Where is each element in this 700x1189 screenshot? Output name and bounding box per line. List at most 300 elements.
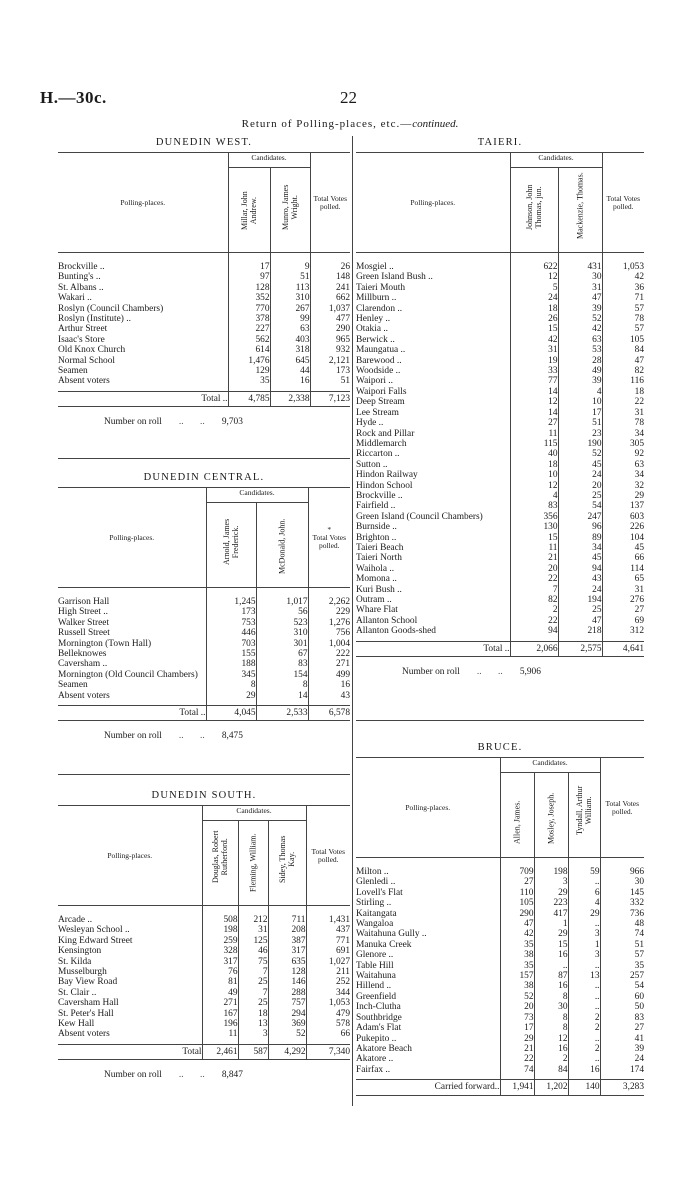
- polling-place-name: Manuka Creek: [356, 939, 412, 950]
- candidate-name-line: Mackenzie, Thomas.: [575, 172, 585, 239]
- vote-count-cell: 17: [558, 408, 602, 418]
- total-votes-cell: 71: [602, 293, 644, 303]
- total-votes-header: Total Votes polled.: [306, 806, 350, 906]
- candidate-name: [256, 503, 308, 588]
- total-mark: *: [327, 524, 332, 534]
- table-row: [58, 946, 350, 956]
- polling-place-name: Riccarton ..: [356, 449, 400, 460]
- vote-count-cell: 49: [558, 366, 602, 376]
- candidate-name-line: William.: [584, 796, 593, 825]
- polling-place-name: Seamen: [58, 366, 88, 377]
- table-row: [356, 981, 644, 991]
- polling-place-name: Caversham Hall: [58, 998, 119, 1009]
- vote-count-cell: 15: [510, 533, 558, 543]
- taieri-table: [356, 152, 644, 657]
- polling-places-header: Polling-places.: [58, 153, 228, 253]
- vote-count-cell: 52: [268, 1029, 306, 1044]
- vote-count-cell: 17: [500, 1023, 534, 1033]
- vote-count-cell: 5: [510, 283, 558, 293]
- roll-label: Number on roll: [402, 667, 460, 678]
- vote-count-cell: 317: [202, 957, 238, 967]
- polling-place-name: Milton ..: [356, 867, 389, 877]
- table-row: [58, 293, 350, 303]
- vote-count-cell: 7: [238, 988, 268, 998]
- table-row: [58, 670, 350, 680]
- total-votes-cell: 57: [600, 950, 644, 960]
- total-value-cell: 587: [238, 1044, 268, 1059]
- polling-place-name: Burnside ..: [356, 522, 397, 533]
- vote-count-cell: 301: [256, 639, 308, 649]
- vote-count-cell: 290: [500, 909, 534, 919]
- total-votes-cell: 26: [310, 253, 350, 273]
- total-votes-header: Total Votes polled.: [600, 758, 644, 858]
- vote-count-cell: 74: [500, 1065, 534, 1080]
- total-votes-cell: 31: [602, 585, 644, 595]
- vote-count-cell: 4: [568, 898, 600, 908]
- polling-place-name: Clarendon ..: [356, 303, 403, 314]
- polling-place-name: Middlemarch: [356, 438, 407, 449]
- dunedin-west-section: [58, 137, 350, 427]
- total-votes-cell: 105: [602, 335, 644, 345]
- vote-count-cell: 63: [270, 324, 310, 334]
- vote-count-cell: 47: [500, 919, 534, 929]
- polling-place-name: Greenfield: [356, 991, 397, 1002]
- total-votes-cell: 78: [602, 314, 644, 324]
- table-row: [356, 605, 644, 615]
- vote-count-cell: ..: [568, 1034, 600, 1044]
- vote-count-cell: 310: [256, 628, 308, 638]
- total-votes-cell: 63: [602, 460, 644, 470]
- table-row: [356, 564, 644, 574]
- total-label: Total ..: [58, 391, 228, 406]
- table-row: [58, 925, 350, 935]
- table-row: [58, 977, 350, 987]
- vote-count-cell: 34: [558, 543, 602, 553]
- vote-count-cell: 1,476: [228, 356, 270, 366]
- candidate-name-text: [278, 519, 287, 574]
- table-row: [356, 272, 644, 282]
- table-row: [58, 936, 350, 946]
- vote-count-cell: 53: [558, 345, 602, 355]
- vote-count-cell: 97: [228, 272, 270, 282]
- vote-count-cell: 155: [206, 649, 256, 659]
- roll-label: Number on roll: [104, 1070, 162, 1081]
- vote-count-cell: 318: [270, 345, 310, 355]
- table-row: [356, 376, 644, 386]
- vote-count-cell: 125: [238, 936, 268, 946]
- table-row: [356, 501, 644, 511]
- vote-count-cell: 196: [202, 1019, 238, 1029]
- total-votes-cell: 48: [600, 919, 644, 929]
- vote-count-cell: 27: [510, 418, 558, 428]
- total-votes-cell: 34: [602, 470, 644, 480]
- total-label: Carried forward..: [356, 1080, 500, 1095]
- number-on-roll: Number on roll .. .. 8,847: [104, 1070, 243, 1081]
- polling-place-name: Hindon Railway: [356, 470, 418, 481]
- total-value-cell: 4,641: [602, 641, 644, 656]
- total-votes-cell: 2,121: [310, 356, 350, 366]
- vote-count-cell: 288: [268, 988, 306, 998]
- total-votes-cell: 229: [308, 607, 350, 617]
- table-row: [356, 961, 644, 971]
- vote-count-cell: ..: [568, 1002, 600, 1012]
- polling-place-name: Outram ..: [356, 595, 392, 605]
- section-rule: [356, 720, 644, 721]
- candidates-header: Candidates.: [202, 806, 306, 821]
- polling-place-name: High Street ..: [58, 607, 108, 618]
- total-votes-cell: 2,262: [308, 588, 350, 608]
- total-votes-cell: 84: [602, 345, 644, 355]
- total-votes-cell: 1,276: [308, 618, 350, 628]
- vote-count-cell: 94: [510, 626, 558, 641]
- total-votes-cell: 104: [602, 533, 644, 543]
- total-votes-cell: 27: [600, 1023, 644, 1033]
- vote-count-cell: 614: [228, 345, 270, 355]
- vote-count-cell: 157: [500, 971, 534, 981]
- total-votes-cell: 477: [310, 314, 350, 324]
- total-votes-cell: 69: [602, 616, 644, 626]
- vote-count-cell: 753: [206, 618, 256, 628]
- page-title-main: Return of Polling-places, etc.—: [241, 118, 413, 130]
- polling-places-header: Polling-places.: [58, 806, 202, 906]
- polling-place-name: Deep Stream: [356, 397, 405, 408]
- table-row: [356, 626, 644, 641]
- vote-count-cell: 3: [568, 950, 600, 960]
- total-votes-cell: 479: [306, 1009, 350, 1019]
- total-votes-cell: 24: [600, 1054, 644, 1064]
- candidates-header: Candidates.: [228, 153, 310, 168]
- roll-value: 9,703: [221, 417, 243, 428]
- polling-place-name: Bay View Road: [58, 977, 118, 988]
- vote-count-cell: 81: [202, 977, 238, 987]
- table-row: [58, 376, 350, 391]
- vote-count-cell: 51: [270, 272, 310, 282]
- vote-count-cell: 18: [510, 304, 558, 314]
- vote-count-cell: 56: [256, 607, 308, 617]
- total-votes-cell: 57: [602, 304, 644, 314]
- page-title: [0, 118, 700, 130]
- vote-count-cell: 378: [228, 314, 270, 324]
- total-votes-cell: 32: [602, 481, 644, 491]
- candidate-name-line: Rutherford.: [220, 838, 229, 876]
- vote-count-cell: 345: [206, 670, 256, 680]
- vote-count-cell: ..: [568, 981, 600, 991]
- vote-count-cell: 12: [510, 481, 558, 491]
- vote-count-cell: 1,017: [256, 588, 308, 608]
- candidate-name: [202, 821, 238, 906]
- polling-place-name: Barewood ..: [356, 355, 402, 366]
- roll-value: 5,906: [519, 667, 541, 678]
- section-title: BRUCE.: [477, 742, 523, 753]
- table-row: [58, 272, 350, 282]
- polling-place-name: Berwick ..: [356, 334, 395, 345]
- total-votes-cell: 65: [602, 574, 644, 584]
- total-votes-cell: 18: [602, 387, 644, 397]
- vote-count-cell: 73: [500, 1013, 534, 1023]
- vote-count-cell: 508: [202, 906, 238, 926]
- polling-place-name: Rock and Pillar: [356, 428, 415, 439]
- vote-count-cell: 12: [510, 397, 558, 407]
- total-votes-cell: 691: [306, 946, 350, 956]
- vote-count-cell: 33: [510, 366, 558, 376]
- polling-place-name: Absent voters: [58, 376, 110, 387]
- table-row: [356, 1013, 644, 1023]
- vote-count-cell: 8: [534, 1023, 568, 1033]
- total-votes-cell: 36: [602, 283, 644, 293]
- table-row: [58, 618, 350, 628]
- total-value-cell: 140: [568, 1080, 600, 1095]
- table-row: [356, 992, 644, 1002]
- polling-place-name: Roslyn (Institute) ..: [58, 314, 131, 325]
- vote-count-cell: 31: [510, 345, 558, 355]
- table-row: [58, 957, 350, 967]
- polling-place-name: Garrison Hall: [58, 597, 110, 607]
- table-row: [356, 585, 644, 595]
- polling-place-name: Seamen: [58, 680, 88, 691]
- vote-count-cell: 2: [568, 1023, 600, 1033]
- total-votes-cell: 66: [306, 1029, 350, 1044]
- polling-place-name: St. Kilda: [58, 956, 92, 967]
- vote-count-cell: 76: [202, 967, 238, 977]
- table-row: [356, 909, 644, 919]
- polling-place-name: Old Knox Church: [58, 345, 126, 356]
- vote-count-cell: 194: [558, 595, 602, 605]
- total-votes-cell: 145: [600, 888, 644, 898]
- table-row: [356, 283, 644, 293]
- total-value-cell: 1,202: [534, 1080, 568, 1095]
- vote-count-cell: 130: [510, 522, 558, 532]
- vote-count-cell: 28: [558, 356, 602, 366]
- candidate-name-text: [222, 519, 240, 565]
- vote-count-cell: 2: [534, 1054, 568, 1064]
- polling-place-name: Absent voters: [58, 1029, 110, 1040]
- number-on-roll: Number on roll .. .. 8,475: [104, 731, 243, 742]
- table-row: [356, 522, 644, 532]
- vote-count-cell: 39: [558, 376, 602, 386]
- polling-place-name: Inch-Clutha: [356, 1002, 401, 1013]
- vote-count-cell: 11: [510, 543, 558, 553]
- vote-count-cell: 23: [558, 429, 602, 439]
- total-votes-cell: 47: [602, 356, 644, 366]
- polling-place-name: Taieri Beach: [356, 542, 404, 553]
- polling-place-name: Walker Street: [58, 617, 110, 628]
- total-votes-cell: 965: [310, 335, 350, 345]
- polling-place-name: Fairfax ..: [356, 1064, 391, 1075]
- vote-count-cell: 29: [568, 909, 600, 919]
- polling-place-name: Musselburgh: [58, 967, 107, 978]
- polling-place-name: Hillend ..: [356, 981, 392, 992]
- vote-count-cell: 45: [558, 460, 602, 470]
- candidate-name: [568, 773, 600, 858]
- roll-label: Number on roll: [104, 417, 162, 428]
- vote-count-cell: 29: [206, 691, 256, 706]
- table-row: [58, 691, 350, 706]
- table-row: [356, 324, 644, 334]
- candidates-header: Candidates.: [500, 758, 600, 773]
- vote-count-cell: 35: [228, 376, 270, 391]
- total-votes-cell: 30: [600, 877, 644, 887]
- table-row: [356, 304, 644, 314]
- candidate-name-line: McDonald, John.: [277, 518, 287, 574]
- vote-count-cell: 39: [558, 304, 602, 314]
- polling-place-name: Henley ..: [356, 314, 391, 325]
- candidate-name: [534, 773, 568, 858]
- total-votes-cell: 271: [308, 659, 350, 669]
- vote-count-cell: 25: [238, 977, 268, 987]
- vote-count-cell: 42: [558, 324, 602, 334]
- total-votes-cell: 578: [306, 1019, 350, 1029]
- polling-place-name: St. Peter's Hall: [58, 1008, 114, 1019]
- vote-count-cell: 29: [500, 1034, 534, 1044]
- vote-count-cell: 83: [510, 501, 558, 511]
- candidate-name-line: Douglas, Robert: [211, 830, 220, 883]
- total-votes-cell: 241: [310, 283, 350, 293]
- table-row: [356, 408, 644, 418]
- dunedin-west-table: [58, 152, 350, 407]
- polling-place-name: Table Hill: [356, 960, 394, 971]
- total-votes-cell: 16: [308, 680, 350, 690]
- vote-count-cell: 4: [510, 491, 558, 501]
- total-row: [58, 706, 350, 721]
- vote-count-cell: 17: [228, 253, 270, 273]
- table-row: [356, 460, 644, 470]
- vote-count-cell: 25: [238, 998, 268, 1008]
- total-votes-cell: 51: [600, 940, 644, 950]
- bruce-section: [356, 742, 644, 1096]
- vote-count-cell: 16: [270, 376, 310, 391]
- vote-count-cell: 188: [206, 659, 256, 669]
- vote-count-cell: 129: [228, 366, 270, 376]
- header-code: H.—30c.: [40, 88, 107, 107]
- total-votes-cell: 771: [306, 936, 350, 946]
- vote-count-cell: 14: [256, 691, 308, 706]
- vote-count-cell: 167: [202, 1009, 238, 1019]
- vote-count-cell: 16: [534, 981, 568, 991]
- polling-place-name: Kew Hall: [58, 1019, 95, 1030]
- total-votes-header: Total Votes polled.: [602, 153, 644, 253]
- polling-place-name: Kaitangata: [356, 908, 397, 919]
- polling-place-name: Wesleyan School ..: [58, 925, 130, 936]
- total-value-cell: 2,533: [256, 706, 308, 721]
- polling-place-name: Roslyn (Council Chambers): [58, 303, 164, 314]
- table-row: [356, 1034, 644, 1044]
- table-row: [58, 314, 350, 324]
- taieri-section: [356, 137, 644, 677]
- candidate-name-text: [240, 191, 258, 230]
- vote-count-cell: 113: [270, 283, 310, 293]
- total-votes-cell: 257: [600, 971, 644, 981]
- vote-count-cell: 52: [500, 992, 534, 1002]
- vote-count-cell: 49: [202, 988, 238, 998]
- table-row: [58, 1019, 350, 1029]
- total-votes-cell: 60: [600, 992, 644, 1002]
- vote-count-cell: 22: [510, 574, 558, 584]
- vote-count-cell: 46: [238, 946, 268, 956]
- vote-count-cell: 4: [558, 387, 602, 397]
- vote-count-cell: 52: [558, 314, 602, 324]
- candidate-name-text: [249, 834, 258, 892]
- vote-count-cell: 29: [534, 888, 568, 898]
- candidate-name-line: Andrew.: [249, 196, 258, 225]
- table-row: [356, 1023, 644, 1033]
- table-row: [356, 397, 644, 407]
- vote-count-cell: 523: [256, 618, 308, 628]
- polling-place-name: Belleknowes: [58, 649, 107, 660]
- table-row: [356, 888, 644, 898]
- table-row: [356, 356, 644, 366]
- candidate-name-line: Arnold, James: [222, 518, 231, 565]
- vote-count-cell: 26: [510, 314, 558, 324]
- vote-count-cell: 20: [558, 481, 602, 491]
- polling-place-name: Fairfield ..: [356, 501, 396, 512]
- vote-count-cell: 35: [500, 940, 534, 950]
- polling-place-name: Momona ..: [356, 574, 397, 585]
- vote-count-cell: 13: [568, 971, 600, 981]
- vote-count-cell: 11: [202, 1029, 238, 1044]
- vote-count-cell: 635: [268, 957, 306, 967]
- table-row: [58, 345, 350, 355]
- vote-count-cell: 89: [558, 533, 602, 543]
- polling-place-name: Akatore Beach: [356, 1043, 412, 1054]
- total-value-cell: 4,292: [268, 1044, 306, 1059]
- table-row: [58, 356, 350, 366]
- polling-place-name: Glenore ..: [356, 950, 394, 961]
- vote-count-cell: 82: [510, 595, 558, 605]
- total-value-cell: 2,575: [558, 641, 602, 656]
- total-value-cell: 4,045: [206, 706, 256, 721]
- dunedin-south-section: [58, 790, 350, 1080]
- table-row: [58, 1029, 350, 1044]
- table-row: [356, 553, 644, 563]
- vote-count-cell: 43: [558, 574, 602, 584]
- vote-count-cell: 15: [510, 324, 558, 334]
- total-value-cell: 2,338: [270, 391, 310, 406]
- candidate-name-text: [281, 185, 299, 230]
- table-row: [356, 253, 644, 273]
- vote-count-cell: 7: [510, 585, 558, 595]
- total-votes-cell: 1,037: [310, 304, 350, 314]
- total-votes-cell: 57: [602, 324, 644, 334]
- vote-count-cell: 247: [558, 512, 602, 522]
- table-row: [356, 387, 644, 397]
- total-votes-cell: 756: [308, 628, 350, 638]
- total-votes-cell: 932: [310, 345, 350, 355]
- total-votes-cell: 137: [602, 501, 644, 511]
- polling-places-header: Polling-places.: [356, 153, 510, 253]
- vote-count-cell: 24: [558, 585, 602, 595]
- total-label: Total ..: [58, 706, 206, 721]
- total-votes-cell: 290: [310, 324, 350, 334]
- vote-count-cell: 27: [500, 877, 534, 887]
- vote-count-cell: 16: [534, 950, 568, 960]
- polling-place-name: Brockville ..: [356, 490, 403, 501]
- vote-count-cell: ..: [568, 961, 600, 971]
- total-votes-cell: 148: [310, 272, 350, 282]
- table-row: [58, 649, 350, 659]
- total-votes-cell: 41: [600, 1034, 644, 1044]
- vote-count-cell: 38: [500, 950, 534, 960]
- polling-place-name: Hindon School: [356, 480, 413, 491]
- vote-count-cell: 259: [202, 936, 238, 946]
- vote-count-cell: 12: [510, 272, 558, 282]
- total-votes-cell: 78: [602, 418, 644, 428]
- table-row: [58, 253, 350, 273]
- table-row: [58, 366, 350, 376]
- vote-count-cell: 12: [534, 1034, 568, 1044]
- vote-count-cell: 387: [268, 936, 306, 946]
- vote-count-cell: 218: [558, 626, 602, 641]
- polling-place-name: Taieri Mouth: [356, 282, 406, 293]
